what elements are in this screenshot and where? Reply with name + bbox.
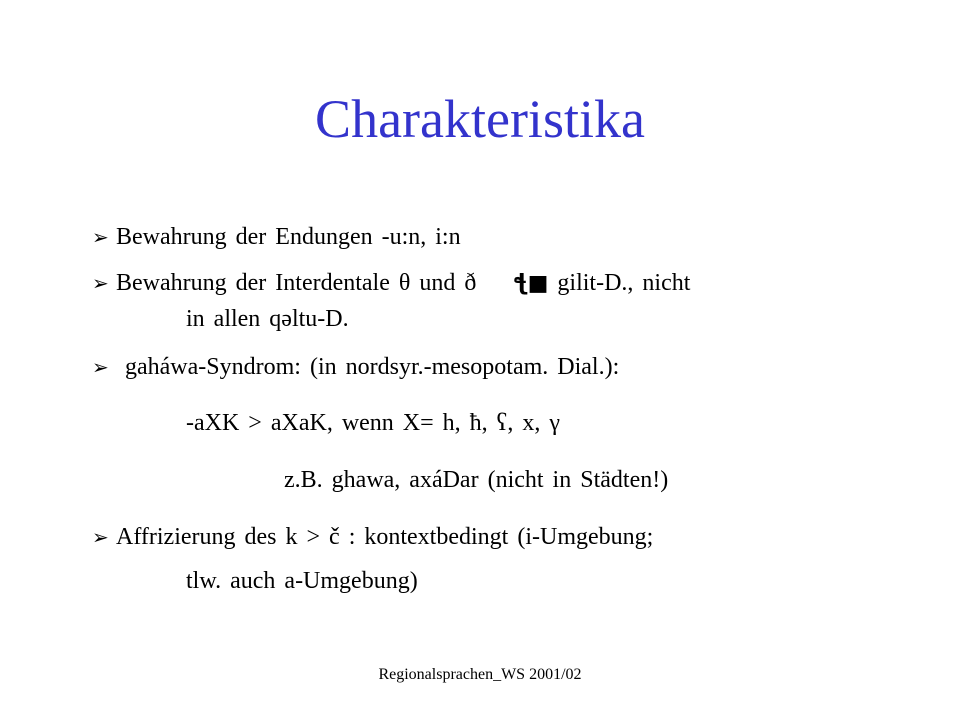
slide-title: Charakteristika: [315, 89, 645, 149]
rule-line: -aXK > aXaK, wenn X= h, ħ, ʕ, x, γ: [186, 410, 560, 436]
bullet-2-continuation: in allen qəltu-D.: [186, 306, 349, 332]
bullet-4-text: Affrizierung des k > č : kontextbedingt (i-Umgebung;: [116, 524, 654, 550]
arrowhead-bullet-icon: ➢: [92, 355, 109, 379]
bullet-2-text-after: gilit-D., nicht: [557, 270, 691, 296]
bullet-2: [92, 268, 690, 299]
slide-footer: Regionalsprachen_WS 2001/02: [378, 666, 582, 683]
bullet-3-text: gaháwa-Syndrom: (in nordsyr.-mesopotam. Dial.):: [125, 354, 620, 380]
arrowhead-bullet-icon: ➢: [92, 525, 109, 549]
bullet-2-symbol: ꞎ■: [512, 271, 549, 296]
bullet-1: [92, 222, 461, 252]
bullet-1-text: Bewahrung der Endungen -u:n, i:n: [116, 224, 461, 250]
arrowhead-bullet-icon: ➢: [92, 271, 109, 295]
arrowhead-bullet-icon: ➢: [92, 225, 109, 249]
example-line: z.B. ghawa, axáDar (nicht in Städten!): [284, 467, 669, 493]
bullet-3: [92, 352, 619, 382]
bullet-4: [92, 522, 653, 552]
bullet-4-continuation: tlw. auch a-Umgebung): [186, 568, 418, 594]
bullet-2-text: Bewahrung der Interdentale θ und ð: [116, 270, 477, 296]
